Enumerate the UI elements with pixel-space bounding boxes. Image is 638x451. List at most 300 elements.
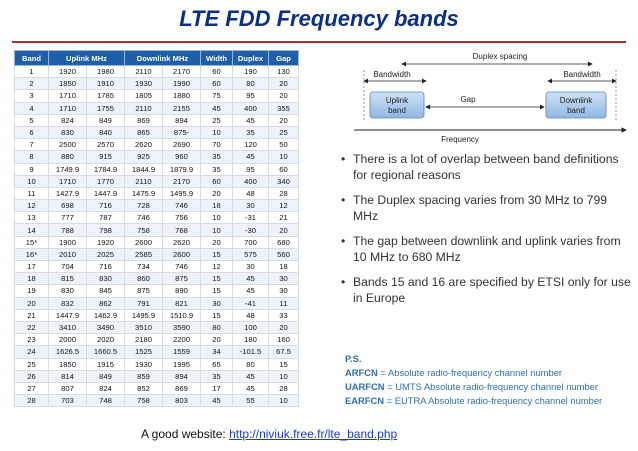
table-cell: 869 bbox=[163, 382, 201, 394]
table-cell: 10 bbox=[201, 212, 233, 224]
table-row bbox=[15, 261, 299, 273]
table-cell: 8 bbox=[15, 151, 49, 163]
ps-abbr: ARFCN bbox=[345, 367, 378, 378]
bullet-text: The Duplex spacing varies from 30 MHz to 799 MHz bbox=[353, 193, 608, 223]
table-cell: 190 bbox=[233, 66, 269, 78]
table-row bbox=[15, 66, 299, 78]
table-cell: 18 bbox=[201, 200, 233, 212]
table-cell: 1900 bbox=[49, 236, 87, 248]
table-cell: 2500 bbox=[49, 139, 87, 151]
table-cell: 2200 bbox=[163, 334, 201, 346]
header-downlink: Downlink MHz bbox=[125, 51, 201, 66]
table-cell: 1525 bbox=[125, 346, 163, 358]
table-cell: 2170 bbox=[163, 175, 201, 187]
table-cell: 2620 bbox=[163, 236, 201, 248]
table-cell: 875 bbox=[163, 273, 201, 285]
table-cell: 20 bbox=[269, 114, 299, 126]
table-cell: 20 bbox=[269, 90, 299, 102]
bullet-text: There is a lot of overlap between band definitions for regional reasons bbox=[353, 152, 619, 182]
table-cell: 860 bbox=[125, 273, 163, 285]
table-cell: 60 bbox=[269, 163, 299, 175]
table-cell: 6 bbox=[15, 126, 49, 138]
table-cell: 20 bbox=[269, 78, 299, 90]
table-cell: 2 bbox=[15, 78, 49, 90]
page-title: LTE FDD Frequency bands bbox=[179, 6, 459, 31]
table-row bbox=[15, 90, 299, 102]
table-row bbox=[15, 200, 299, 212]
table-cell: 27 bbox=[15, 382, 49, 394]
table-row bbox=[15, 334, 299, 346]
table-cell: 11 bbox=[15, 187, 49, 199]
table-cell: 1710 bbox=[49, 102, 87, 114]
table-row bbox=[15, 321, 299, 333]
table-cell: 1447.9 bbox=[49, 309, 87, 321]
table-cell: 845 bbox=[87, 285, 125, 297]
table-cell: 2000 bbox=[49, 334, 87, 346]
table-cell: 2600 bbox=[163, 248, 201, 260]
table-cell: 21 bbox=[15, 309, 49, 321]
header-width: Width bbox=[201, 51, 233, 66]
table-cell: 23 bbox=[15, 334, 49, 346]
table-cell: 703 bbox=[49, 395, 87, 407]
table-row bbox=[15, 151, 299, 163]
bullet-list bbox=[341, 151, 633, 315]
table-cell: 340 bbox=[269, 175, 299, 187]
table-cell: 45 bbox=[233, 273, 269, 285]
table-cell: 28 bbox=[269, 382, 299, 394]
table-cell: 25 bbox=[15, 358, 49, 370]
table-row bbox=[15, 139, 299, 151]
bandwidth-right-label: Bandwidth bbox=[563, 70, 601, 79]
table-cell: 180 bbox=[233, 334, 269, 346]
table-cell: 35 bbox=[201, 163, 233, 175]
table-row bbox=[15, 114, 299, 126]
table-cell: 875- bbox=[163, 126, 201, 138]
table-cell: 2585 bbox=[125, 248, 163, 260]
table-cell: 758 bbox=[125, 395, 163, 407]
table-cell: 18 bbox=[15, 273, 49, 285]
table-cell: 1915 bbox=[87, 358, 125, 370]
table-cell: 704 bbox=[49, 261, 87, 273]
table-cell: 15 bbox=[201, 309, 233, 321]
table-cell: 12 bbox=[15, 200, 49, 212]
table-cell: 19 bbox=[15, 285, 49, 297]
table-row bbox=[15, 297, 299, 309]
table-cell: 3510 bbox=[125, 321, 163, 333]
table-cell: 2180 bbox=[125, 334, 163, 346]
table-cell: 10 bbox=[269, 151, 299, 163]
table-row bbox=[15, 285, 299, 297]
table-cell: 45 bbox=[233, 370, 269, 382]
table-row bbox=[15, 126, 299, 138]
table-cell: 1770 bbox=[87, 175, 125, 187]
band-table bbox=[14, 50, 299, 407]
table-cell: 80 bbox=[233, 78, 269, 90]
table-cell: 80 bbox=[201, 321, 233, 333]
table-row bbox=[15, 163, 299, 175]
table-cell: 22 bbox=[15, 321, 49, 333]
table-row bbox=[15, 175, 299, 187]
table-cell: 120 bbox=[233, 139, 269, 151]
table-cell: 807 bbox=[49, 382, 87, 394]
table-cell: 45 bbox=[233, 114, 269, 126]
ps-definition: = Absolute radio-frequency channel number bbox=[377, 367, 563, 378]
table-cell: 791 bbox=[125, 297, 163, 309]
table-cell: 70 bbox=[201, 139, 233, 151]
table-cell: 20 bbox=[269, 224, 299, 236]
table-cell: 852 bbox=[125, 382, 163, 394]
table-cell: 3 bbox=[15, 90, 49, 102]
table-cell: 869 bbox=[125, 114, 163, 126]
table-cell: 840 bbox=[87, 126, 125, 138]
table-cell: 1710 bbox=[49, 90, 87, 102]
uplink-band-label-1: Uplink bbox=[385, 96, 409, 105]
table-cell: 894 bbox=[163, 370, 201, 382]
bullet-text: The gap between downlink and uplink varies from 10 MHz to 680 MHz bbox=[353, 234, 621, 264]
table-cell: 10 bbox=[269, 370, 299, 382]
table-cell: 355 bbox=[269, 102, 299, 114]
table-cell: 10 bbox=[15, 175, 49, 187]
table-cell: 30 bbox=[269, 285, 299, 297]
table-cell: 1879.9 bbox=[163, 163, 201, 175]
table-cell: 20 bbox=[269, 321, 299, 333]
table-cell: 1980 bbox=[87, 66, 125, 78]
table-cell: 17 bbox=[15, 261, 49, 273]
table-cell: 1850 bbox=[49, 78, 87, 90]
table-cell: 7 bbox=[15, 139, 49, 151]
table-cell: 3590 bbox=[163, 321, 201, 333]
table-cell: 14 bbox=[15, 224, 49, 236]
frequency-label: Frequency bbox=[441, 135, 479, 144]
table-cell: 100 bbox=[233, 321, 269, 333]
table-cell: 15 bbox=[201, 285, 233, 297]
duplex-spacing-label: Duplex spacing bbox=[472, 52, 528, 61]
table-cell: 1785 bbox=[87, 90, 125, 102]
ps-abbr: UARFCN bbox=[345, 381, 385, 392]
table-cell: 160 bbox=[269, 334, 299, 346]
table-cell: 803 bbox=[163, 395, 201, 407]
table-cell: 560 bbox=[269, 248, 299, 260]
table-cell: 1510.9 bbox=[163, 309, 201, 321]
table-cell: 33 bbox=[269, 309, 299, 321]
bullet-item bbox=[341, 151, 633, 183]
table-cell: 20 bbox=[201, 187, 233, 199]
table-cell: 1475.9 bbox=[125, 187, 163, 199]
table-cell: 95 bbox=[233, 90, 269, 102]
table-cell: 80 bbox=[233, 358, 269, 370]
table-cell: 849 bbox=[87, 370, 125, 382]
table-cell: 1427.9 bbox=[49, 187, 87, 199]
header-band: Band bbox=[15, 51, 49, 66]
table-row bbox=[15, 187, 299, 199]
table-cell: 746 bbox=[125, 212, 163, 224]
table-row bbox=[15, 236, 299, 248]
ps-note bbox=[345, 380, 635, 394]
table-cell: 890 bbox=[163, 285, 201, 297]
table-cell: 2025 bbox=[87, 248, 125, 260]
table-cell: 28 bbox=[269, 187, 299, 199]
table-cell: 925 bbox=[125, 151, 163, 163]
band-table-container bbox=[14, 50, 299, 407]
table-row bbox=[15, 395, 299, 407]
table-cell: 698 bbox=[49, 200, 87, 212]
table-cell: 18 bbox=[269, 261, 299, 273]
table-cell: 45 bbox=[233, 382, 269, 394]
table-cell: 130 bbox=[269, 66, 299, 78]
table-cell: 12 bbox=[201, 261, 233, 273]
table-cell: 60 bbox=[201, 175, 233, 187]
table-cell: 1749.9 bbox=[49, 163, 87, 175]
table-cell: 9 bbox=[15, 163, 49, 175]
table-cell: 1 bbox=[15, 66, 49, 78]
table-cell: 1930 bbox=[125, 78, 163, 90]
ps-definition: = UMTS Absolute radio-frequency channel number bbox=[384, 381, 598, 392]
table-cell: -101.5 bbox=[233, 346, 269, 358]
table-cell: 20 bbox=[201, 236, 233, 248]
table-cell: 1755 bbox=[87, 102, 125, 114]
table-row bbox=[15, 273, 299, 285]
table-cell: 67.5 bbox=[269, 346, 299, 358]
table-cell: 746 bbox=[163, 200, 201, 212]
bullet-item bbox=[341, 192, 633, 224]
table-cell: 1660.5 bbox=[87, 346, 125, 358]
table-cell: 28 bbox=[15, 395, 49, 407]
bullet-dot-icon: • bbox=[341, 193, 346, 207]
table-cell: 1447.9 bbox=[87, 187, 125, 199]
table-cell: 45 bbox=[233, 151, 269, 163]
bandwidth-left-label: Bandwidth bbox=[373, 70, 411, 79]
table-cell: 1910 bbox=[87, 78, 125, 90]
bullet-dot-icon: • bbox=[341, 152, 346, 166]
table-row bbox=[15, 358, 299, 370]
table-cell: 10 bbox=[201, 224, 233, 236]
table-row bbox=[15, 212, 299, 224]
table-cell: 15* bbox=[15, 236, 49, 248]
table-cell: 830 bbox=[49, 285, 87, 297]
table-cell: 2170 bbox=[163, 66, 201, 78]
table-cell: 862 bbox=[87, 297, 125, 309]
table-cell: 1626.5 bbox=[49, 346, 87, 358]
table-cell: 748 bbox=[87, 395, 125, 407]
table-cell: 1850 bbox=[49, 358, 87, 370]
table-cell: 12 bbox=[269, 200, 299, 212]
table-cell: 758 bbox=[125, 224, 163, 236]
downlink-band-label-1: Downlink bbox=[559, 96, 593, 105]
table-cell: 17 bbox=[201, 382, 233, 394]
table-cell: 50 bbox=[269, 139, 299, 151]
table-row bbox=[15, 346, 299, 358]
table-cell: 716 bbox=[87, 200, 125, 212]
table-cell: 575 bbox=[233, 248, 269, 260]
table-cell: 24 bbox=[15, 346, 49, 358]
table-cell: 13 bbox=[15, 212, 49, 224]
table-cell: 700 bbox=[233, 236, 269, 248]
table-cell: 60 bbox=[201, 78, 233, 90]
table-row bbox=[15, 382, 299, 394]
table-cell: 1990 bbox=[163, 78, 201, 90]
table-cell: 2155 bbox=[163, 102, 201, 114]
header-duplex: Duplex bbox=[233, 51, 269, 66]
band-table-body bbox=[15, 66, 299, 407]
table-cell: 768 bbox=[163, 224, 201, 236]
table-cell: 716 bbox=[87, 261, 125, 273]
table-cell: 34 bbox=[201, 346, 233, 358]
table-cell: 815 bbox=[49, 273, 87, 285]
table-cell: 1559 bbox=[163, 346, 201, 358]
table-cell: 95 bbox=[233, 163, 269, 175]
table-cell: 832 bbox=[49, 297, 87, 309]
table-cell: 756 bbox=[163, 212, 201, 224]
table-cell: 30 bbox=[269, 273, 299, 285]
table-cell: 1995 bbox=[163, 358, 201, 370]
table-cell: -41 bbox=[233, 297, 269, 309]
ps-abbr: EARFCN bbox=[345, 395, 385, 406]
table-header-row bbox=[15, 51, 299, 66]
table-cell: -31 bbox=[233, 212, 269, 224]
table-row bbox=[15, 370, 299, 382]
table-cell: 824 bbox=[49, 114, 87, 126]
table-cell: 11 bbox=[269, 297, 299, 309]
table-cell: 680 bbox=[269, 236, 299, 248]
table-cell: 1805 bbox=[125, 90, 163, 102]
table-cell: 1844.9 bbox=[125, 163, 163, 175]
table-row bbox=[15, 102, 299, 114]
table-cell: 15 bbox=[201, 273, 233, 285]
bullet-dot-icon: • bbox=[341, 234, 346, 248]
table-row bbox=[15, 309, 299, 321]
table-cell: 55 bbox=[233, 395, 269, 407]
table-cell: 65 bbox=[201, 358, 233, 370]
table-cell: 2110 bbox=[125, 66, 163, 78]
table-cell: 1920 bbox=[49, 66, 87, 78]
table-cell: 10 bbox=[269, 395, 299, 407]
table-cell: 45 bbox=[201, 102, 233, 114]
table-cell: 25 bbox=[201, 114, 233, 126]
table-cell: 2020 bbox=[87, 334, 125, 346]
table-cell: 734 bbox=[125, 261, 163, 273]
table-cell: 2010 bbox=[49, 248, 87, 260]
table-cell: 787 bbox=[87, 212, 125, 224]
table-cell: 30 bbox=[233, 200, 269, 212]
table-cell: 10 bbox=[201, 126, 233, 138]
table-cell: 60 bbox=[201, 66, 233, 78]
bullet-dot-icon: • bbox=[341, 275, 346, 289]
table-cell: 1462.9 bbox=[87, 309, 125, 321]
bullet-text: Bands 15 and 16 are specified by ETSI only for use in Europe bbox=[353, 275, 631, 305]
table-cell: 788 bbox=[49, 224, 87, 236]
table-cell: 859 bbox=[125, 370, 163, 382]
table-cell: 16* bbox=[15, 248, 49, 260]
table-cell: 1495.9 bbox=[163, 187, 201, 199]
table-cell: 45 bbox=[201, 395, 233, 407]
table-cell: 20 bbox=[15, 297, 49, 309]
table-cell: 777 bbox=[49, 212, 87, 224]
ps-definition: = EUTRA Absolute radio-frequency channel number bbox=[384, 395, 603, 406]
table-cell: 1930 bbox=[125, 358, 163, 370]
table-cell: 20 bbox=[201, 334, 233, 346]
downlink-band-label-2: band bbox=[567, 106, 585, 115]
header-uplink: Uplink MHz bbox=[49, 51, 125, 66]
table-cell: 400 bbox=[233, 102, 269, 114]
header-gap: Gap bbox=[269, 51, 299, 66]
table-cell: 4 bbox=[15, 102, 49, 114]
table-cell: 798 bbox=[87, 224, 125, 236]
table-cell: 821 bbox=[163, 297, 201, 309]
table-cell: 2600 bbox=[125, 236, 163, 248]
table-cell: 15 bbox=[201, 248, 233, 260]
table-cell: 400 bbox=[233, 175, 269, 187]
table-cell: 2690 bbox=[163, 139, 201, 151]
gap-label: Gap bbox=[460, 95, 476, 104]
table-cell: 915 bbox=[87, 151, 125, 163]
table-cell: 894 bbox=[163, 114, 201, 126]
footer bbox=[141, 427, 397, 441]
ps-notes bbox=[345, 352, 635, 408]
table-cell: 830 bbox=[49, 126, 87, 138]
bullet-item bbox=[341, 233, 633, 265]
table-cell: 849 bbox=[87, 114, 125, 126]
table-cell: 2110 bbox=[125, 175, 163, 187]
uplink-band-label-2: band bbox=[388, 106, 406, 115]
table-cell: 3490 bbox=[87, 321, 125, 333]
website-link[interactable]: http://niviuk.free.fr/lte_band.php bbox=[229, 427, 398, 441]
table-cell: 875 bbox=[125, 285, 163, 297]
title-divider bbox=[12, 41, 626, 43]
bullet-item bbox=[341, 274, 633, 306]
ps-heading: P.S. bbox=[345, 353, 362, 364]
table-cell: 75 bbox=[201, 90, 233, 102]
table-cell: 830 bbox=[87, 273, 125, 285]
table-cell: 1784.9 bbox=[87, 163, 125, 175]
table-cell: -30 bbox=[233, 224, 269, 236]
table-row bbox=[15, 248, 299, 260]
table-cell: 26 bbox=[15, 370, 49, 382]
table-cell: 21 bbox=[269, 212, 299, 224]
table-cell: 3410 bbox=[49, 321, 87, 333]
table-cell: 35 bbox=[233, 126, 269, 138]
table-cell: 2620 bbox=[125, 139, 163, 151]
footer-prefix: A good website: bbox=[141, 427, 230, 441]
table-cell: 2110 bbox=[125, 102, 163, 114]
table-cell: 746 bbox=[163, 261, 201, 273]
table-cell: 1495.9 bbox=[125, 309, 163, 321]
table-cell: 30 bbox=[233, 261, 269, 273]
table-cell: 35 bbox=[201, 370, 233, 382]
table-cell: 2570 bbox=[87, 139, 125, 151]
table-cell: 1920 bbox=[87, 236, 125, 248]
table-cell: 728 bbox=[125, 200, 163, 212]
ps-note bbox=[345, 394, 635, 408]
table-cell: 45 bbox=[233, 285, 269, 297]
table-cell: 814 bbox=[49, 370, 87, 382]
table-cell: 25 bbox=[269, 126, 299, 138]
table-cell: 865 bbox=[125, 126, 163, 138]
table-cell: 880 bbox=[49, 151, 87, 163]
table-cell: 15 bbox=[269, 358, 299, 370]
duplex-diagram-svg bbox=[350, 50, 630, 146]
table-cell: 824 bbox=[87, 382, 125, 394]
table-row bbox=[15, 224, 299, 236]
table-cell: 35 bbox=[201, 151, 233, 163]
table-cell: 48 bbox=[233, 309, 269, 321]
table-cell: 1880 bbox=[163, 90, 201, 102]
table-cell: 5 bbox=[15, 114, 49, 126]
table-row bbox=[15, 78, 299, 90]
table-cell: 1710 bbox=[49, 175, 87, 187]
duplex-diagram bbox=[350, 50, 630, 146]
ps-note bbox=[345, 366, 635, 380]
table-cell: 960 bbox=[163, 151, 201, 163]
